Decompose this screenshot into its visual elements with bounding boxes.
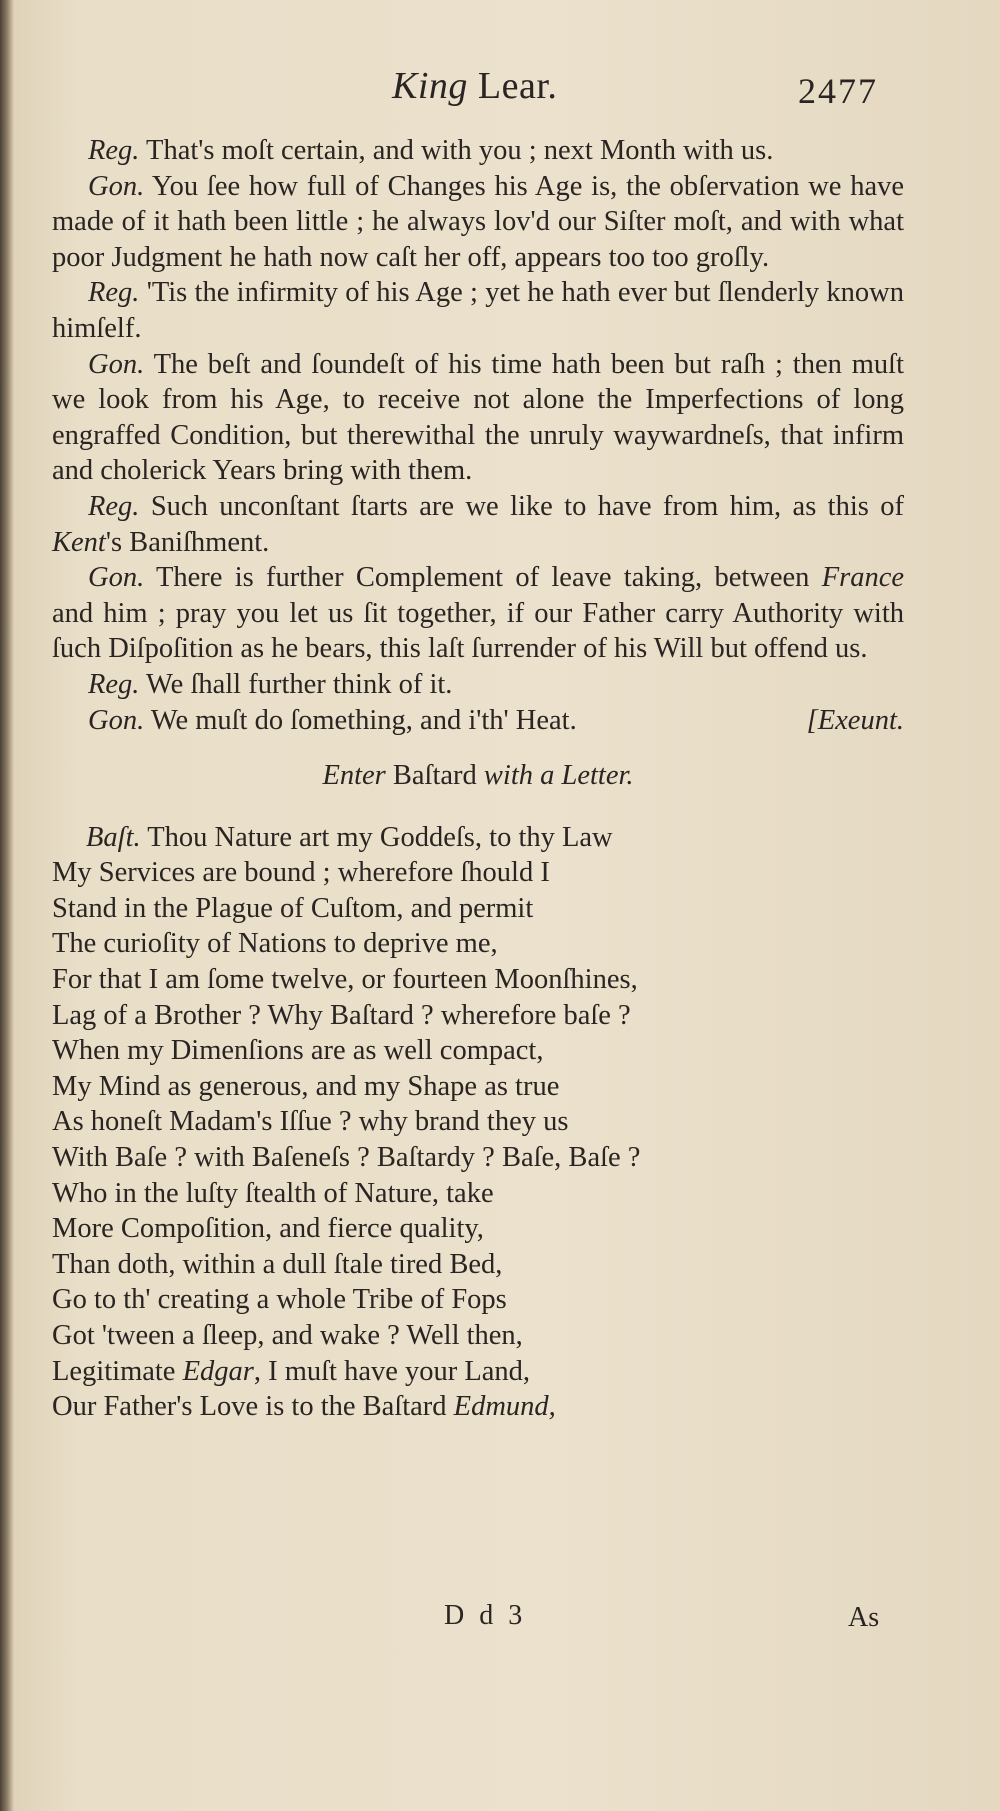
verse-line: Stand in the Plague of Cuſtom, and permit — [52, 892, 534, 924]
speech-text: The beſt and ſoundeſt of his time hath been but raſh ; then muſt we look from his Age, to receive not alone the Imperfections of long engraffed Condition, but therewithal the unruly waywardneſs, that infirm and cholerick Years bring with them. — [52, 348, 904, 487]
verse-text: Thou Nature art my Goddeſs, to thy Law — [140, 821, 613, 853]
verse-line: Got 'tween a ſleep, and wake ? Well then, — [52, 1320, 523, 1351]
speech-regan-3 — [52, 489, 904, 560]
verse-text: Our Father's Love is to the Baſtard — [52, 1391, 454, 1423]
speaker-label: Reg. — [88, 135, 140, 166]
running-title — [392, 64, 557, 108]
signature-mark: D d 3 — [444, 1600, 527, 1631]
verse-line — [52, 820, 904, 856]
speech-italic-name: Kent — [52, 526, 106, 558]
speaker-label: Gon. — [88, 704, 145, 736]
page-footer — [0, 1600, 1000, 1644]
verse-line: As honeſt Madam's Iſſue ? why brand they us — [52, 1106, 569, 1138]
speaker-label: Baſt. — [86, 821, 141, 853]
page-number: 2477 — [798, 71, 878, 111]
verse-text: Legitimate — [52, 1355, 183, 1387]
play-text — [52, 133, 904, 1425]
stage-direction — [52, 758, 904, 794]
speech-text: You ſee how full of Changes his Age is, the obſervation we have made of it hath been little ; he always lov'd our Siſter moſt, and with what poor Judgment he hath now caſt her off, appears too too groſly. — [52, 170, 904, 273]
speaker-label: Gon. — [88, 562, 145, 594]
page-header — [0, 50, 1000, 120]
speech-goneril-2 — [52, 347, 904, 489]
verse-line: For that I am ſome twelve, or fourteen Moonſhines, — [52, 964, 638, 996]
verse-line: When my Dimenſions are as well compact, — [52, 1035, 544, 1067]
verse-line: Go to th' creating a whole Tribe of Fops — [52, 1284, 507, 1316]
speech-text: We ſhall further think of it. — [139, 668, 453, 700]
speech-text: Such unconſtant ſtarts are we like to have from him, as this of — [139, 490, 904, 522]
speech-regan-1 — [52, 133, 904, 169]
verse-line: The curioſity of Nations to deprive me, — [52, 928, 498, 960]
bastard-soliloquy — [52, 820, 904, 1425]
speech-regan-4 — [52, 667, 904, 703]
verse-line: My Mind as generous, and my Shape as true — [52, 1070, 560, 1102]
speech-text: That's moſt certain, and with you ; next Month with us. — [139, 135, 774, 166]
verse-text: , I muſt have your Land, — [253, 1355, 531, 1387]
speech-text-continued: and him ; pray you let us ſit together, if our Father carry Authority with ſuch Diſpoſition as he bears, this laſt ſurrender of his Will but offend us. — [52, 597, 904, 665]
speech-text: There is further Complement of leave taking, between — [144, 562, 822, 594]
speech-text-continued: 's Baniſhment. — [105, 526, 270, 558]
verse-italic-name: Edgar — [182, 1355, 254, 1387]
running-title-rest: Lear. — [467, 65, 558, 107]
page-gutter-shadow — [0, 0, 14, 1811]
stage-rest: with a Letter. — [483, 760, 634, 792]
running-title-italic: King — [392, 65, 468, 107]
verse-line — [52, 1354, 904, 1390]
verse-line — [52, 1389, 904, 1425]
stage-character: Baſtard — [385, 760, 484, 792]
speech-text: We muſt do ſomething, and i'th' Heat. — [144, 704, 577, 736]
exit-direction: [Exeunt. — [806, 704, 904, 736]
speaker-label: Reg. — [88, 668, 140, 700]
speech-goneril-3 — [52, 560, 904, 667]
catchword: As — [848, 1602, 880, 1633]
speaker-label: Gon. — [88, 170, 145, 202]
speech-italic-name: France — [821, 562, 904, 594]
verse-italic-name: Edmund, — [453, 1391, 556, 1423]
verse-line: With Baſe ? with Baſeneſs ? Baſtardy ? Baſe, Baſe ? — [52, 1142, 641, 1174]
speech-regan-2 — [52, 275, 904, 346]
speaker-label: Reg. — [88, 277, 140, 309]
speech-goneril-1 — [52, 169, 904, 276]
speaker-label: Reg. — [88, 490, 140, 522]
verse-line: More Compoſition, and fierce quality, — [52, 1213, 484, 1245]
speech-text: 'Tis the infirmity of his Age ; yet he hath ever but ſlenderly known himſelf. — [52, 277, 904, 344]
verse-line: Lag of a Brother ? Why Baſtard ? wherefore baſe ? — [52, 999, 631, 1031]
speech-goneril-4 — [52, 703, 904, 739]
verse-line: My Services are bound ; wherefore ſhould I — [52, 857, 550, 889]
verse-line: Who in the luſty ſtealth of Nature, take — [52, 1177, 494, 1209]
stage-enter: Enter — [322, 760, 386, 792]
speaker-label: Gon. — [88, 348, 145, 380]
verse-line: Than doth, within a dull ſtale tired Bed, — [52, 1248, 503, 1280]
